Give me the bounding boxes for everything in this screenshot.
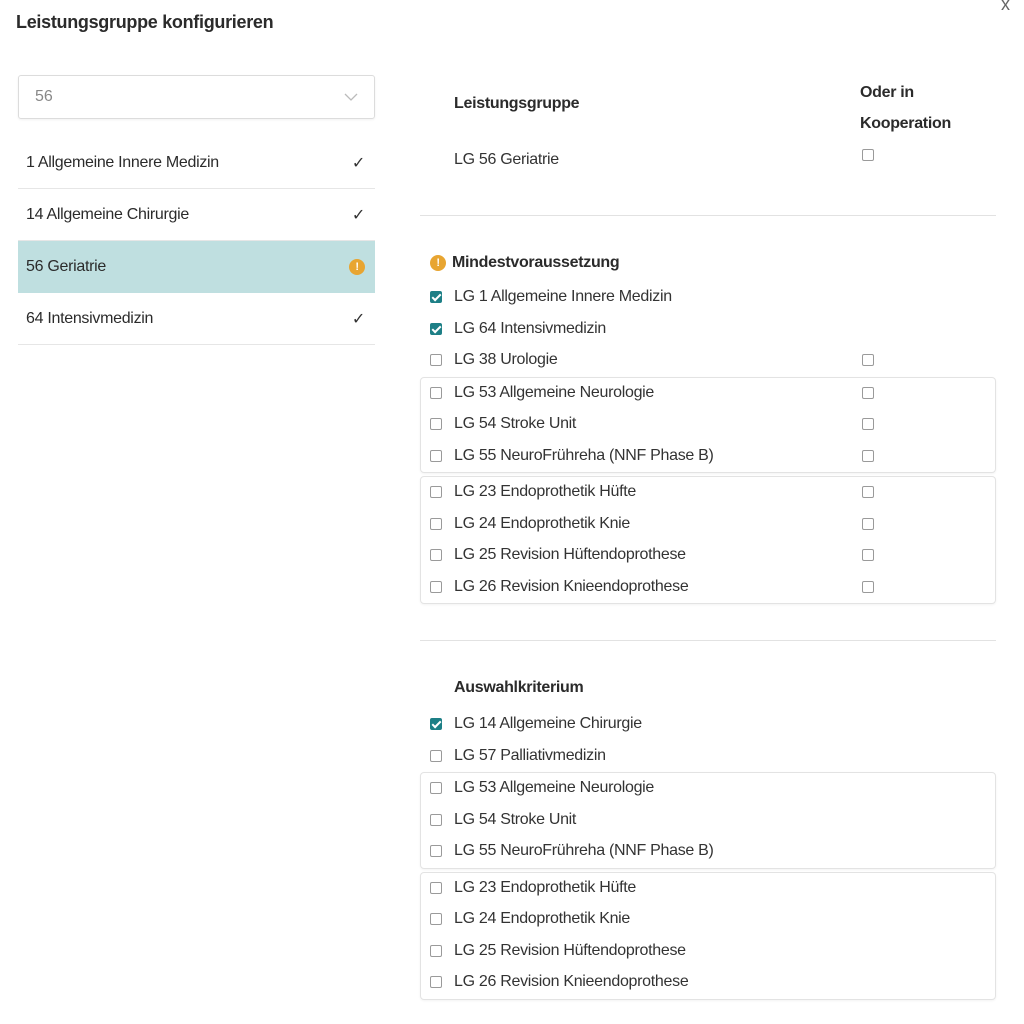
- column-header-kooperation: Oder in Kooperation: [860, 84, 951, 132]
- list-item-label: LG 25 Revision Hüftendoprothese: [454, 941, 686, 959]
- requirement-checkbox[interactable]: [430, 486, 442, 498]
- alternative-group: [420, 772, 996, 869]
- kooperation-checkbox[interactable]: [862, 518, 874, 530]
- alternative-group: [420, 377, 996, 474]
- kooperation-checkbox[interactable]: [862, 486, 874, 498]
- check-icon: ✓: [351, 154, 365, 172]
- list-item-label: LG 53 Allgemeine Neurologie: [454, 779, 655, 796]
- kooperation-checkbox[interactable]: [862, 149, 874, 161]
- group-item-label: 14 Allgemeine Chirurgie: [26, 205, 189, 223]
- list-item: [420, 345, 996, 377]
- requirement-checkbox[interactable]: [430, 581, 442, 593]
- list-item-label: LG 57 Palliativmedizin: [454, 746, 606, 764]
- criterion-checkbox[interactable]: [430, 718, 442, 730]
- main-group-row: [420, 141, 996, 181]
- criterion-checkbox[interactable]: [430, 976, 442, 988]
- table-header: [420, 75, 996, 141]
- group-item-64[interactable]: [18, 293, 375, 345]
- list-item: [421, 773, 995, 805]
- list-item-label: LG 38 Urologie: [454, 351, 558, 368]
- list-item: [421, 904, 995, 936]
- group-item-56[interactable]: [18, 241, 375, 293]
- criterion-checkbox[interactable]: [430, 814, 442, 826]
- list-item-label: LG 55 NeuroFrühreha (NNF Phase B): [454, 446, 714, 464]
- requirement-checkbox[interactable]: [430, 418, 442, 430]
- requirement-checkbox[interactable]: [430, 354, 442, 366]
- section-title: Mindestvoraussetzung: [452, 254, 620, 271]
- chevron-down-icon: [344, 93, 358, 101]
- check-icon: ✓: [351, 310, 365, 328]
- group-item-14[interactable]: [18, 189, 375, 241]
- list-item-label: LG 55 NeuroFrühreha (NNF Phase B): [454, 842, 714, 859]
- list-item-label: LG 23 Endoprothetik Hüfte: [454, 483, 636, 500]
- group-list: [18, 137, 375, 345]
- criterion-checkbox[interactable]: [430, 882, 442, 894]
- list-item: [420, 282, 996, 314]
- list-item: [421, 378, 995, 410]
- section-title: Auswahlkriterium: [454, 679, 584, 696]
- list-item: [421, 805, 995, 837]
- list-item-label: LG 23 Endoprothetik Hüfte: [454, 878, 636, 896]
- requirement-checkbox[interactable]: [430, 291, 442, 303]
- criterion-checkbox[interactable]: [430, 913, 442, 925]
- main-group-label: LG 56 Geriatrie: [454, 151, 559, 168]
- dialog-title: Leistungsgruppe konfigurieren: [16, 12, 274, 32]
- group-item-label: 1 Allgemeine Innere Medizin: [26, 153, 219, 171]
- list-item: [421, 441, 995, 473]
- group-select[interactable]: [18, 75, 375, 119]
- list-item: [421, 540, 995, 572]
- list-item: [421, 873, 995, 905]
- auswahl-list: [420, 709, 996, 1000]
- list-item-label: LG 54 Stroke Unit: [454, 415, 577, 432]
- list-item-label: LG 54 Stroke Unit: [454, 810, 577, 828]
- section-auswahlkriterium: [454, 679, 996, 697]
- list-item-label: LG 53 Allgemeine Neurologie: [454, 383, 655, 401]
- criterion-checkbox[interactable]: [430, 845, 442, 857]
- group-item-label: 64 Intensivmedizin: [26, 309, 154, 327]
- list-item: [421, 572, 995, 604]
- mindest-list: [420, 282, 996, 604]
- group-item-label: 56 Geriatrie: [26, 257, 106, 275]
- requirement-checkbox[interactable]: [430, 518, 442, 530]
- kooperation-checkbox[interactable]: [862, 549, 874, 561]
- list-item: [421, 409, 995, 441]
- kooperation-checkbox[interactable]: [862, 418, 874, 430]
- close-icon[interactable]: x: [1001, 0, 1010, 14]
- warning-icon: !: [430, 255, 446, 271]
- requirement-checkbox[interactable]: [430, 323, 442, 335]
- kooperation-checkbox[interactable]: [862, 387, 874, 399]
- list-item-label: LG 26 Revision Knieendoprothese: [454, 577, 689, 595]
- list-item: [421, 477, 995, 509]
- alternative-group: [420, 476, 996, 604]
- kooperation-checkbox[interactable]: [862, 354, 874, 366]
- kooperation-checkbox[interactable]: [862, 450, 874, 462]
- list-item-label: LG 25 Revision Hüftendoprothese: [454, 546, 686, 563]
- requirement-checkbox[interactable]: [430, 450, 442, 462]
- list-item-label: LG 64 Intensivmedizin: [454, 319, 607, 337]
- list-item: [420, 314, 996, 346]
- list-item: [421, 509, 995, 541]
- alternative-group: [420, 872, 996, 1000]
- list-item-label: LG 24 Endoprothetik Knie: [454, 514, 631, 532]
- config-panel: [420, 75, 996, 1000]
- list-item: [421, 936, 995, 968]
- column-header-leistungsgruppe: Leistungsgruppe: [454, 95, 580, 112]
- list-item: [421, 836, 995, 868]
- list-item: [421, 967, 995, 999]
- criterion-checkbox[interactable]: [430, 945, 442, 957]
- criterion-checkbox[interactable]: [430, 750, 442, 762]
- section-mindestvoraussetzung: [430, 254, 996, 272]
- group-selector-panel: [18, 75, 375, 345]
- list-item-label: LG 14 Allgemeine Chirurgie: [454, 715, 642, 732]
- requirement-checkbox[interactable]: [430, 549, 442, 561]
- list-item-label: LG 24 Endoprothetik Knie: [454, 910, 631, 927]
- list-item: [420, 709, 996, 741]
- group-select-value: 56: [35, 88, 53, 105]
- warning-icon: !: [349, 259, 365, 275]
- check-icon: ✓: [351, 206, 365, 224]
- kooperation-checkbox[interactable]: [862, 581, 874, 593]
- list-item: [420, 741, 996, 773]
- list-item-label: LG 1 Allgemeine Innere Medizin: [454, 288, 672, 305]
- requirement-checkbox[interactable]: [430, 387, 442, 399]
- group-item-1[interactable]: [18, 137, 375, 189]
- list-item-label: LG 26 Revision Knieendoprothese: [454, 973, 689, 990]
- criterion-checkbox[interactable]: [430, 782, 442, 794]
